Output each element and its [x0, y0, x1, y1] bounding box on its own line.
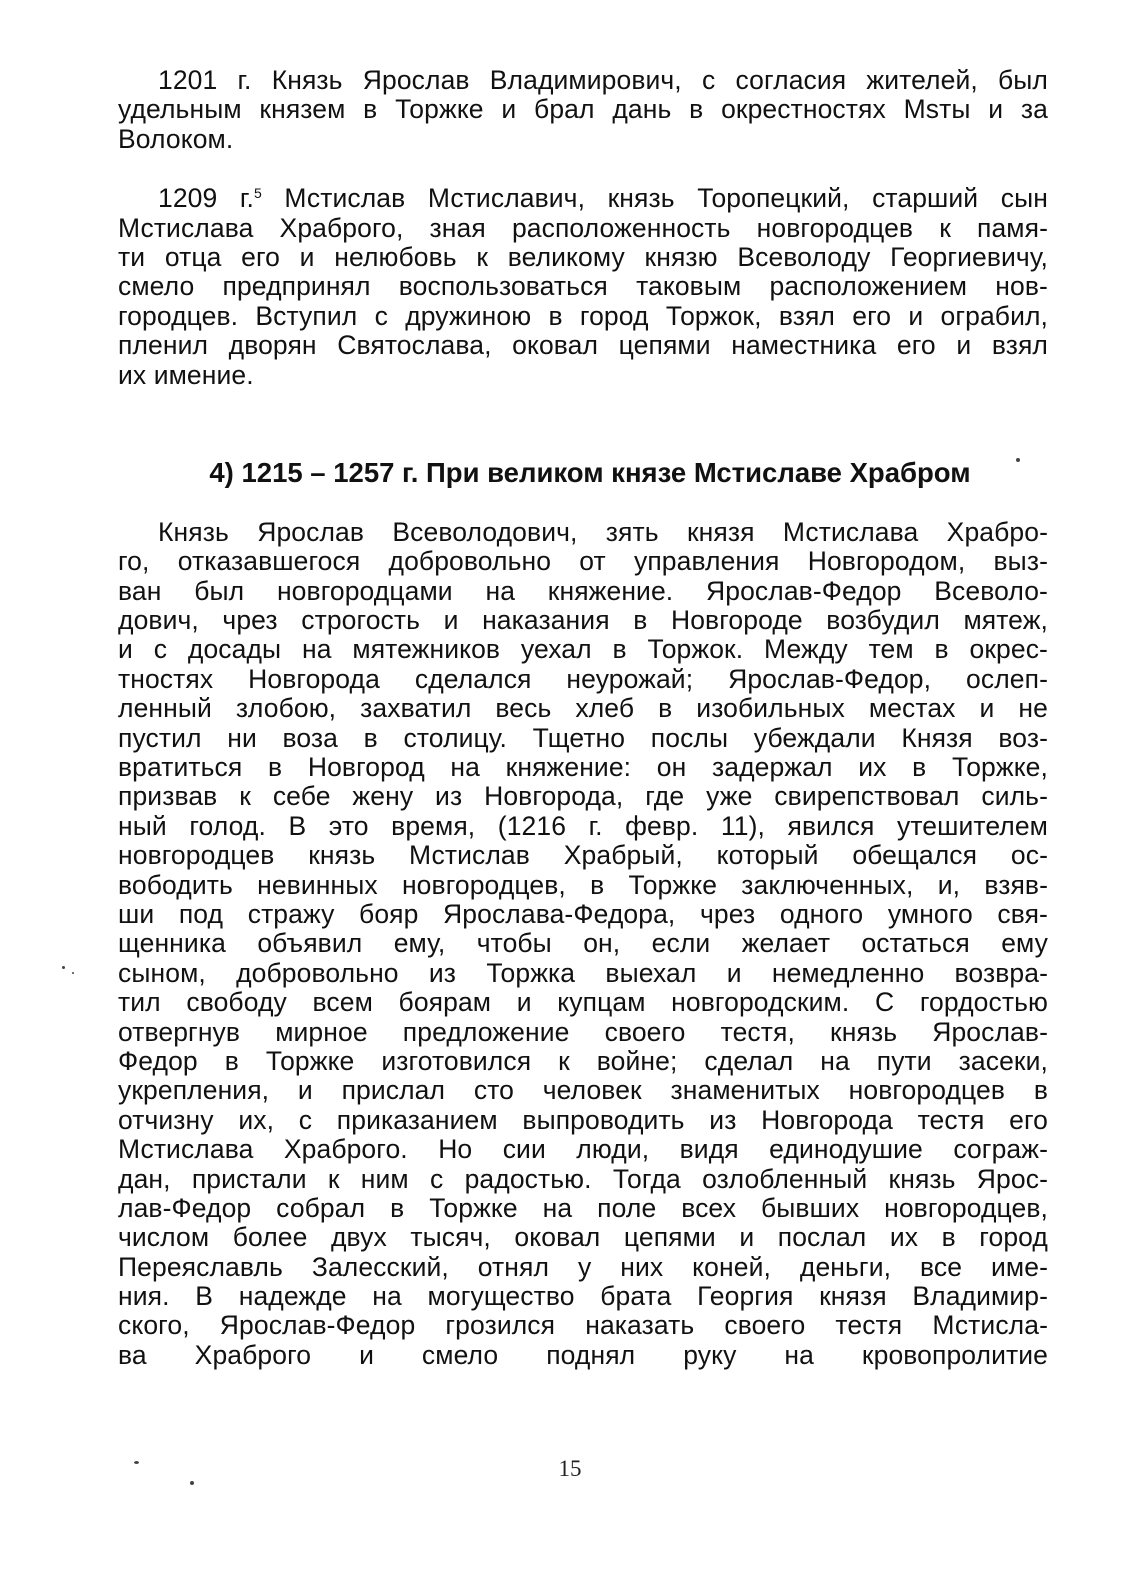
text-line: тил свободу всем боярам и купцам новгородским. С гордостью: [118, 987, 1048, 1018]
text-line: дович, чрез строгость и наказания в Новгороде возбудил мятеж,: [118, 605, 1048, 636]
text-line: новгородцев князь Мстислав Храбрый, который обещался ос-: [118, 840, 1048, 871]
text-line: ши под стражу бояр Ярослава-Федора, чрез одного умного свя-: [118, 898, 1048, 929]
text-line: Мстислава Храброго. Но сии люди, видя единодушие сограж-: [118, 1134, 1048, 1165]
text-line: Волоком.: [118, 123, 234, 154]
text-line: отвергнув мирное предложение своего тестя, князь Ярослав-: [118, 1016, 1048, 1047]
scan-speck: [1016, 458, 1020, 462]
text-line: и с досады на мятежников уехал в Торжок. Между тем в окрес-: [118, 634, 1048, 665]
text-line: го, отказавшегося добровольно от управления Новгородом, выз-: [118, 546, 1048, 577]
text-line: укрепления, и прислал сто человек знаменитых новгородцев в: [118, 1075, 1048, 1106]
text-line: щенника объявил ему, чтобы он, если желает остаться ему: [118, 928, 1048, 959]
paragraph-gap: [118, 154, 1048, 184]
text-line: лав-Федор собрал в Торжке на поле всех бывших новгородцев,: [118, 1192, 1048, 1223]
text-line: ленный злобою, захватил весь хлеб в изобильных местах и не: [118, 693, 1048, 724]
line-rest: Мстислав Мстиславич, князь Торопецкий, старший сын: [261, 183, 1049, 214]
text-line: вратиться в Новгород на княжение: он задержал их в Торжке,: [118, 752, 1048, 783]
year-label: 1209 г.: [158, 183, 254, 214]
text-line: ти отца его и нелюбовь к великому князю Всеволоду Георгиевичу,: [118, 241, 1048, 272]
text-line: ния. В надежде на могущество брата Георгия князя Владимир-: [118, 1281, 1048, 1312]
text-line: Мстислава Храброго, зная расположенность новгородцев к памя-: [118, 212, 1048, 243]
text-line: сыном, добровольно из Торжка выехал и немедленно возвра-: [118, 957, 1048, 988]
scan-speck: [62, 966, 65, 969]
text-line: отчизну их, с приказанием выпроводить из Новгорода тестя его: [118, 1104, 1048, 1135]
text-line: смело предпринял воспользоваться таковым расположением нов-: [118, 271, 1048, 302]
text-line: Князь Ярослав Всеволодович, зять князя Мстислава Храбро-: [158, 516, 1048, 547]
document-page: [118, 66, 1048, 1370]
scan-speck: [134, 1461, 139, 1464]
footnote-ref: 5: [253, 185, 262, 202]
scan-speck: [72, 972, 74, 974]
text-line: пленил дворян Святослава, оковал цепями наместника его и взял: [118, 330, 1048, 361]
text-line: 1201 г. Князь Ярослав Владимирович, с согласия жителей, был: [158, 65, 1048, 95]
text-line: ского, Ярослав-Федор грозился наказать своего тестя Мстисла-: [118, 1310, 1048, 1341]
text-line: призвав к себе жену из Новгорода, где уже свирепствовал силь-: [118, 781, 1048, 812]
section-gap: [118, 390, 1048, 458]
paragraph-1201: [118, 66, 1048, 154]
text-line: тностях Новгорода сделался неурожай; Ярослав-Федор, ослеп-: [118, 663, 1048, 694]
scan-speck: [190, 1481, 194, 1485]
page-number: 15: [558, 1456, 582, 1481]
text-line: городцев. Вступил с дружиною в город Торжок, взял его и ограбил,: [118, 300, 1048, 331]
heading-gap: [118, 488, 1048, 518]
text-line: [118, 184, 1048, 213]
paragraph-1209: [118, 184, 1048, 390]
text-line: вободить невинных новгородцев, в Торжке заключенных, и, взяв-: [118, 869, 1048, 900]
text-line: удельным князем в Торжке и брал дань в окрестностях Msты и за: [118, 94, 1048, 125]
paragraph-main: [118, 518, 1048, 1370]
text-line: ный голод. В это время, (1216 г. февр. 11), явился утешителем: [118, 810, 1048, 841]
section-heading: 4) 1215 – 1257 г. При великом князе Мстиславе Храбром: [209, 456, 971, 488]
text-line: дан, пристали к ним с радостью. Тогда озлобленный князь Ярос-: [118, 1163, 1048, 1194]
text-line: ван был новгородцами на княжение. Ярослав-Федор Всеволо-: [118, 575, 1048, 606]
text-line: их имение.: [118, 359, 254, 390]
text-line: числом более двух тысяч, оковал цепями и послал их в город: [118, 1222, 1048, 1253]
text-line: Федор в Торжке изготовился к войне; сделал на пути засеки,: [118, 1045, 1048, 1076]
text-line: пустил ни воза в столицу. Тщетно послы убеждали Князя воз-: [118, 722, 1048, 753]
text-line: Переяславль Залесский, отнял у них коней, деньги, все име-: [118, 1251, 1048, 1282]
text-line: ва Храброго и смело поднял руку на кровопролитие: [118, 1339, 1048, 1370]
